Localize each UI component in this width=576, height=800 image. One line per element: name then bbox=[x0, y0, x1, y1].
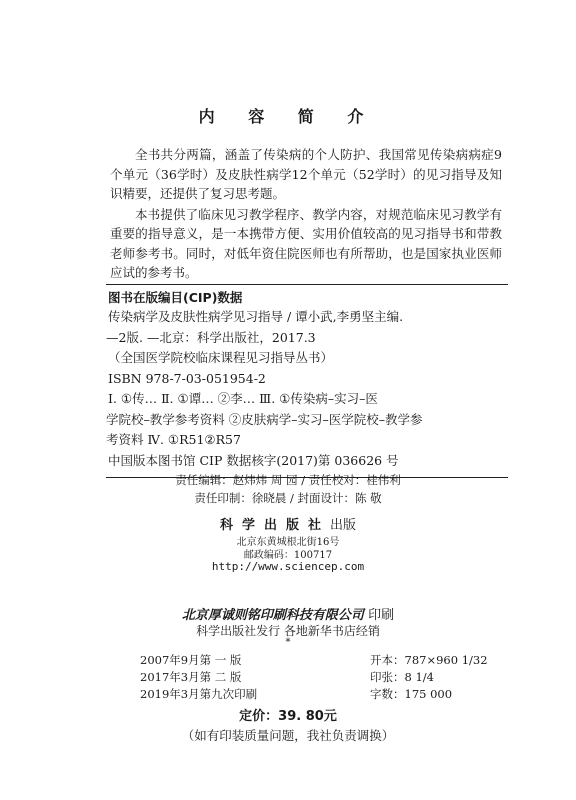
edition-spec: 印张：8 1/4 bbox=[370, 670, 434, 684]
printer-suffix: 印刷 bbox=[363, 608, 395, 623]
edition-row bbox=[140, 652, 488, 669]
edition-date: 2017年3月第 二 版 bbox=[140, 670, 242, 684]
cip-line: Ⅰ. ①传… Ⅱ. ①谭… ②李… Ⅲ. ①传染病–实习–医 bbox=[108, 391, 378, 406]
summary-section bbox=[110, 145, 502, 283]
edition-date: 2007年9月第 一 版 bbox=[140, 653, 242, 667]
printer-line bbox=[0, 604, 576, 623]
separator-star: * bbox=[285, 637, 291, 648]
publisher-line bbox=[0, 514, 576, 533]
cip-line: 传染病学及皮肤性病学见习指导 / 谭小武,李勇坚主编. bbox=[108, 309, 404, 324]
edition-date: 2019年3月第九次印刷 bbox=[140, 687, 258, 701]
publisher-url: http://www.sciencep.com bbox=[211, 560, 365, 573]
credits-line-1: 责任编辑：赵炜炜 周 园 / 责任校对：桂伟利 bbox=[175, 473, 401, 487]
cip-heading: 图书在版编目(CIP)数据 bbox=[108, 290, 243, 305]
cip-line: —2版. —北京：科学出版社，2017.3 bbox=[106, 329, 316, 345]
publisher-suffix: 出版 bbox=[330, 518, 357, 533]
publisher-address: 北京东黄城根北街16号 bbox=[236, 537, 340, 548]
cip-line: 中国版本图书馆 CIP 数据核字(2017)第 036626 号 bbox=[108, 452, 399, 468]
cip-body bbox=[106, 307, 508, 471]
printer-name: 北京厚诚则铭印刷科技有限公司 bbox=[181, 608, 364, 623]
summary-paragraph-1: 全书共分两篇，涵盖了传染病的个人防护、我国常见传染病病症9个单元（36学时）及皮肤性病学12个单元（52学时）的见习指导及知识精要，还提供了复习思考题。 bbox=[110, 147, 502, 201]
credits-line-2: 责任印制：徐晓晨 / 封面设计：陈 敬 bbox=[194, 491, 382, 505]
distribution-line: 科学出版社发行 各地新华书店经销 bbox=[196, 624, 380, 638]
publisher-postcode: 邮政编码：100717 bbox=[243, 550, 333, 561]
edition-spec: 字数：175 000 bbox=[370, 687, 453, 701]
cip-line: 学院校–教学参考资料 ②皮肤病学–实习–医学院校–教学参 bbox=[106, 411, 423, 427]
quality-note: （如有印装质量问题，我社负责调换） bbox=[181, 728, 395, 743]
cip-line: 考资料 Ⅳ. ①R51②R57 bbox=[106, 432, 241, 447]
publisher-name: 科学出版社 bbox=[219, 518, 330, 533]
page-title: 内 容 简 介 bbox=[198, 107, 378, 126]
edition-row bbox=[140, 669, 488, 686]
summary-paragraph-2: 本书提供了临床见习教学程序、教学内容，对规范临床见习教学有重要的指导意义，是一本携带方便、实用价值较高的见习指导书和带教老师参考书。同时，对低年资住院医师也有所帮助，也是国家执业医师应试的参考书。 bbox=[110, 206, 502, 280]
edition-row bbox=[140, 686, 488, 703]
edition-table bbox=[140, 652, 488, 703]
cip-block bbox=[106, 284, 508, 478]
cip-line: ISBN 978-7-03-051954-2 bbox=[108, 370, 266, 386]
cip-line: （全国医学院校临床课程见习指导丛书） bbox=[108, 350, 334, 365]
price: 定价：39. 80元 bbox=[239, 709, 337, 724]
edition-spec: 开本：787×960 1/32 bbox=[370, 653, 488, 667]
